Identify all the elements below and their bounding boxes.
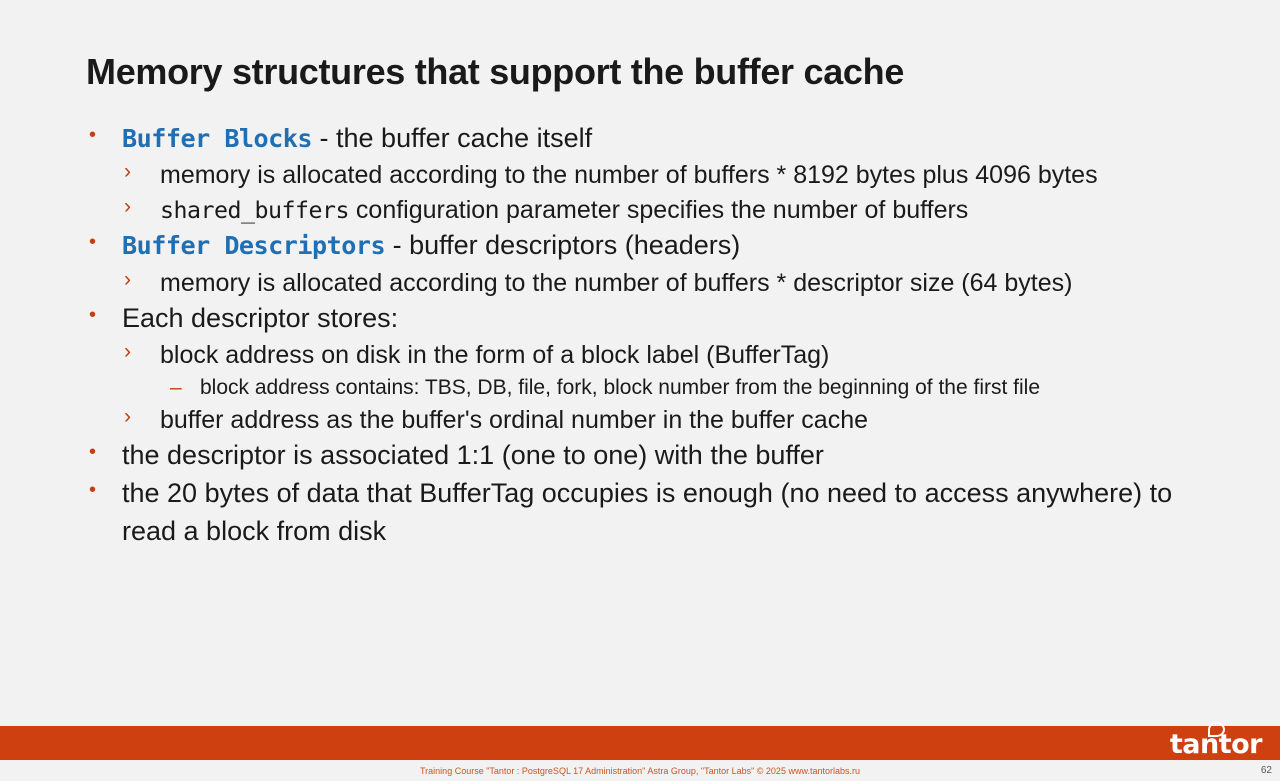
list-item-label: block address on disk in the form of a block label (BufferTag) [160,341,830,370]
list-item-label: the 20 bytes of data that BufferTag occupies is enough (no need to access anywhere) to read a block from disk [122,478,1173,546]
list-item-label: configuration parameter specifies the number of buffers [348,195,969,224]
list-item-label: the descriptor is associated 1:1 (one to one) with the buffer [122,440,824,471]
list-item [80,437,1210,474]
list-item [80,338,1210,373]
list-item [80,120,1210,157]
list-item-label: Each descriptor stores: [122,303,399,333]
logo-mark-icon [1208,722,1225,737]
list-item [80,403,1210,438]
footer-bar [0,726,1280,760]
list-item [80,266,1210,301]
tantor-logo [1170,729,1262,760]
bullet-marker: • [89,441,97,464]
bullet-marker: • [89,124,97,146]
bullet-marker: › [124,340,131,364]
list-item [80,300,1210,337]
code-term: Buffer Descriptors [122,231,386,261]
logo-text: tantor [1169,729,1262,760]
code-term: shared_buffers [160,196,349,224]
footer-copyright: Training Course "Tantor : PostgreSQL 17 Administration" Astra Group, "Tantor Labs" © 2025 www.tantorlabs.ru [420,766,860,776]
bullet-marker: › [124,194,131,218]
bullet-marker: › [124,404,131,428]
bullet-marker: • [89,304,97,326]
list-item [80,193,1210,228]
page-title: Memory structures that support the buffer cache [86,51,905,92]
bullet-marker: – [170,375,182,399]
list-item-label: block address contains: TBS, DB, file, fork, block number from the beginning of the first file [200,375,1041,399]
bullet-marker: • [89,231,97,254]
list-item-label: buffer address as the buffer's ordinal number in the buffer cache [160,405,868,434]
code-term: Buffer Blocks [122,124,313,153]
list-item-label: - buffer descriptors (headers) [385,230,741,261]
list-item-label: - the buffer cache itself [312,123,593,153]
list-item-label: memory is allocated according to the number of buffers * 8192 bytes plus 4096 bytes [160,161,1098,190]
bullet-marker: • [89,479,97,502]
list-item-label: memory is allocated according to the number of buffers * descriptor size (64 bytes) [160,268,1073,297]
list-item [80,373,1210,403]
list-item [80,158,1210,193]
bullet-marker: › [124,160,131,184]
bullet-marker: › [124,267,131,291]
list-item [80,227,1210,264]
bullet-list [80,120,1210,551]
list-item [80,475,1210,550]
page-number: 62 [1260,765,1272,776]
